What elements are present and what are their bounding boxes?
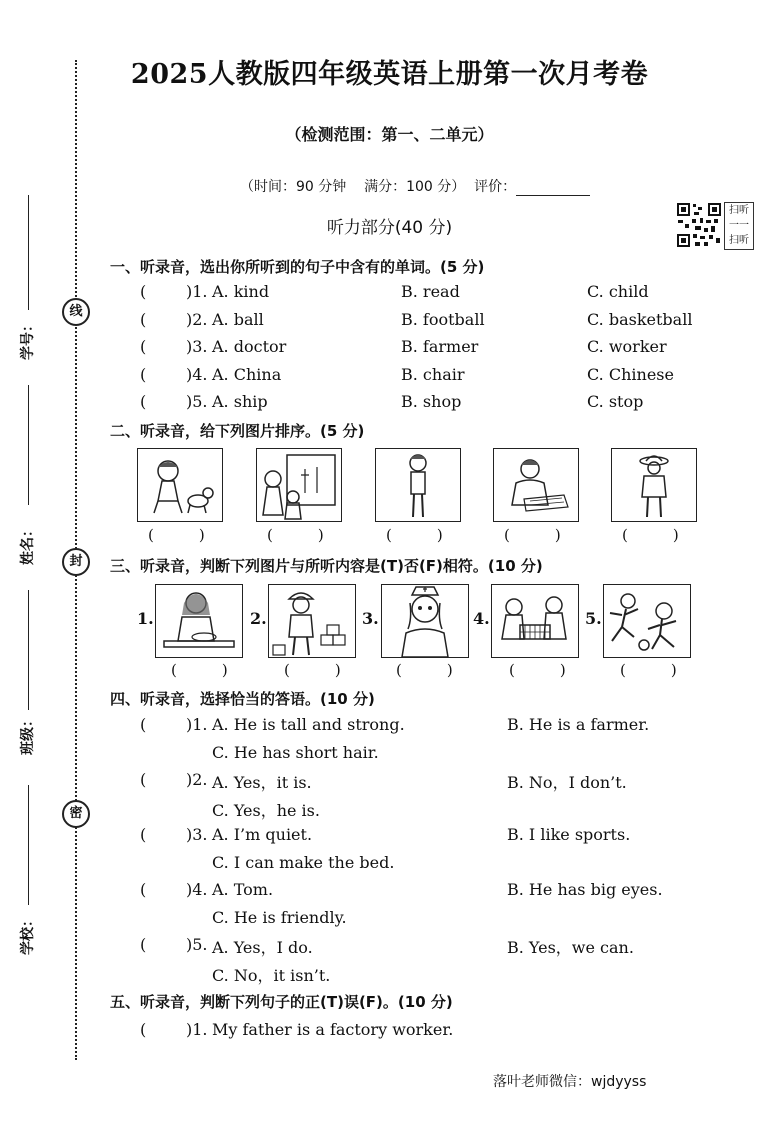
s1-option-c: C. child: [587, 282, 649, 301]
s1-option-b: B. farmer: [401, 337, 479, 356]
s4-answer-paren[interactable]: (: [140, 880, 147, 899]
s4-option-b: B. Yes，we can.: [507, 938, 634, 957]
student-id-label: 学号：: [20, 318, 36, 360]
nurse-icon: [382, 585, 468, 657]
woman-cooking-icon: [156, 585, 242, 657]
page-title: 2025人教版四年级英语上册第一次月考卷: [130, 59, 649, 90]
section3-title: 三、听录音，判断下列图片与所听内容是(T)否(F)相符。(10 分): [110, 557, 543, 575]
s4-option-c: C. He is friendly.: [212, 908, 347, 927]
s4-option-a: A. He is tall and strong.: [212, 715, 405, 734]
s3-picture-number: 1.: [137, 609, 154, 628]
section4-title: 四、听录音，选择恰当的答语。(10 分): [110, 690, 375, 708]
s1-answer-paren[interactable]: (: [140, 392, 147, 411]
s3-answer-blank-3[interactable]: ( ): [396, 661, 453, 679]
girls-drawing-icon: [257, 449, 341, 521]
seal-feng: 封: [62, 548, 90, 576]
s4-option-c: C. I can make the bed.: [212, 853, 395, 872]
s1-option-a: A. ship: [212, 392, 268, 411]
s4-answer-paren[interactable]: (: [140, 770, 147, 789]
boy-with-dog-icon: [138, 449, 222, 521]
s1-item-number: )2.: [186, 309, 208, 329]
s4-item-number: )4.: [186, 880, 208, 899]
s1-option-b: B. read: [401, 282, 460, 301]
s4-option-a: A. I’m quiet.: [212, 825, 313, 844]
kids-playing-football-icon: [604, 585, 690, 657]
s4-item-number: )2.: [186, 770, 208, 789]
name-line: [28, 385, 29, 505]
s2-answer-blank-1[interactable]: ( ): [148, 526, 205, 544]
eval-label: 评价：: [474, 179, 517, 195]
s5-item1-paren[interactable]: (: [140, 1020, 147, 1039]
s4-option-c: C. Yes，he is.: [212, 801, 320, 820]
s1-option-c: C. basketball: [587, 309, 693, 329]
time-label: （时间：90 分钟: [240, 179, 347, 195]
s4-item-number: )5.: [186, 935, 208, 954]
s1-option-a: A. doctor: [212, 337, 287, 356]
s1-item-number: )1.: [186, 282, 208, 301]
s1-option-b: B. chair: [401, 364, 465, 384]
s3-answer-blank-5[interactable]: ( ): [620, 661, 677, 679]
seal-xian: 线: [62, 298, 90, 326]
s1-answer-paren[interactable]: (: [140, 309, 147, 329]
s1-item-number: )5.: [186, 392, 208, 411]
section1-title: 一、听录音，选出你所听到的句子中含有的单词。(5 分): [110, 258, 485, 276]
picture-woman-cooking: [155, 584, 243, 658]
class-label: 班级：: [20, 713, 36, 755]
seal-mi: 密: [62, 800, 90, 828]
s1-answer-paren[interactable]: (: [140, 337, 147, 356]
s2-answer-blank-3[interactable]: ( ): [386, 526, 443, 544]
picture-boy-standing: [375, 448, 461, 522]
picture-farmer-standing: [611, 448, 697, 522]
footer-contact: 落叶老师微信：wjdyyss: [493, 1074, 647, 1090]
picture-kids-playing-football: [603, 584, 691, 658]
worker-with-helmet-icon: [269, 585, 355, 657]
s1-option-c: C. worker: [587, 337, 667, 356]
s1-option-c: C. Chinese: [587, 364, 674, 384]
s1-option-b: B. shop: [401, 392, 462, 411]
s4-option-a: A. Yes，I do.: [212, 938, 313, 957]
s4-option-a: A. Tom.: [212, 880, 274, 899]
picture-nurse: [381, 584, 469, 658]
s4-option-b: B. He has big eyes.: [507, 880, 663, 899]
s3-answer-blank-4[interactable]: ( ): [509, 661, 566, 679]
s3-picture-number: 4.: [473, 609, 490, 628]
s1-option-b: B. football: [401, 309, 485, 329]
s4-answer-paren[interactable]: (: [140, 715, 147, 734]
s4-answer-paren[interactable]: (: [140, 825, 147, 844]
s3-answer-blank-1[interactable]: ( ): [171, 661, 228, 679]
s1-option-a: A. China: [212, 364, 282, 384]
s4-answer-paren[interactable]: (: [140, 935, 147, 954]
school-line: [28, 785, 29, 905]
part-title: 听力部分(40 分): [326, 218, 453, 238]
kids-playing-chess-icon: [492, 585, 578, 657]
s1-option-c: C. stop: [587, 392, 644, 411]
s2-answer-blank-4[interactable]: ( ): [504, 526, 561, 544]
boy-standing-icon: [376, 449, 460, 521]
picture-worker-with-helmet: [268, 584, 356, 658]
s4-item-number: )1.: [186, 715, 208, 734]
name-label: 姓名：: [20, 523, 36, 565]
scan-to-listen-label: 扫听 一一 扫听: [724, 202, 754, 250]
picture-kids-playing-chess: [491, 584, 579, 658]
picture-boy-with-dog: [137, 448, 223, 522]
section5-title: 五、听录音，判断下列句子的正(T)误(F)。(10 分): [110, 993, 453, 1011]
qr-code-icon[interactable]: [676, 202, 722, 248]
picture-girls-drawing: [256, 448, 342, 522]
man-reading-icon: [494, 449, 578, 521]
s5-item1-num: )1.: [186, 1020, 208, 1039]
s5-item1-text: My father is a factory worker.: [212, 1020, 454, 1039]
s1-item-number: )4.: [186, 364, 208, 384]
s2-answer-blank-2[interactable]: ( ): [267, 526, 324, 544]
s2-answer-blank-5[interactable]: ( ): [622, 526, 679, 544]
s4-item-number: )3.: [186, 825, 208, 844]
s4-option-c: C. He has short hair.: [212, 743, 379, 762]
s1-answer-paren[interactable]: (: [140, 282, 147, 301]
section2-title: 二、听录音，给下列图片排序。(5 分): [110, 422, 365, 440]
s3-picture-number: 5.: [585, 609, 602, 628]
s3-answer-blank-2[interactable]: ( ): [284, 661, 341, 679]
farmer-standing-icon: [612, 449, 696, 521]
score-label: 满分：100 分）: [364, 179, 466, 195]
s3-picture-number: 2.: [250, 609, 267, 628]
s4-option-b: B. He is a farmer.: [507, 715, 650, 734]
s1-item-number: )3.: [186, 337, 208, 356]
s1-option-a: A. kind: [212, 282, 270, 301]
class-line: [28, 590, 29, 710]
s4-option-b: B. I like sports.: [507, 825, 631, 844]
s3-picture-number: 3.: [362, 609, 379, 628]
picture-man-reading: [493, 448, 579, 522]
s4-option-b: B. No，I don’t.: [507, 773, 627, 792]
exam-meta: [240, 176, 590, 196]
s1-answer-paren[interactable]: (: [140, 364, 147, 384]
s1-option-a: A. ball: [212, 309, 264, 329]
s4-option-c: C. No，it isn’t.: [212, 966, 331, 985]
eval-blank[interactable]: [516, 181, 590, 196]
page-subtitle: （检测范围：第一、二单元）: [285, 125, 494, 144]
s4-option-a: A. Yes，it is.: [212, 773, 312, 792]
school-label: 学校：: [20, 913, 36, 955]
